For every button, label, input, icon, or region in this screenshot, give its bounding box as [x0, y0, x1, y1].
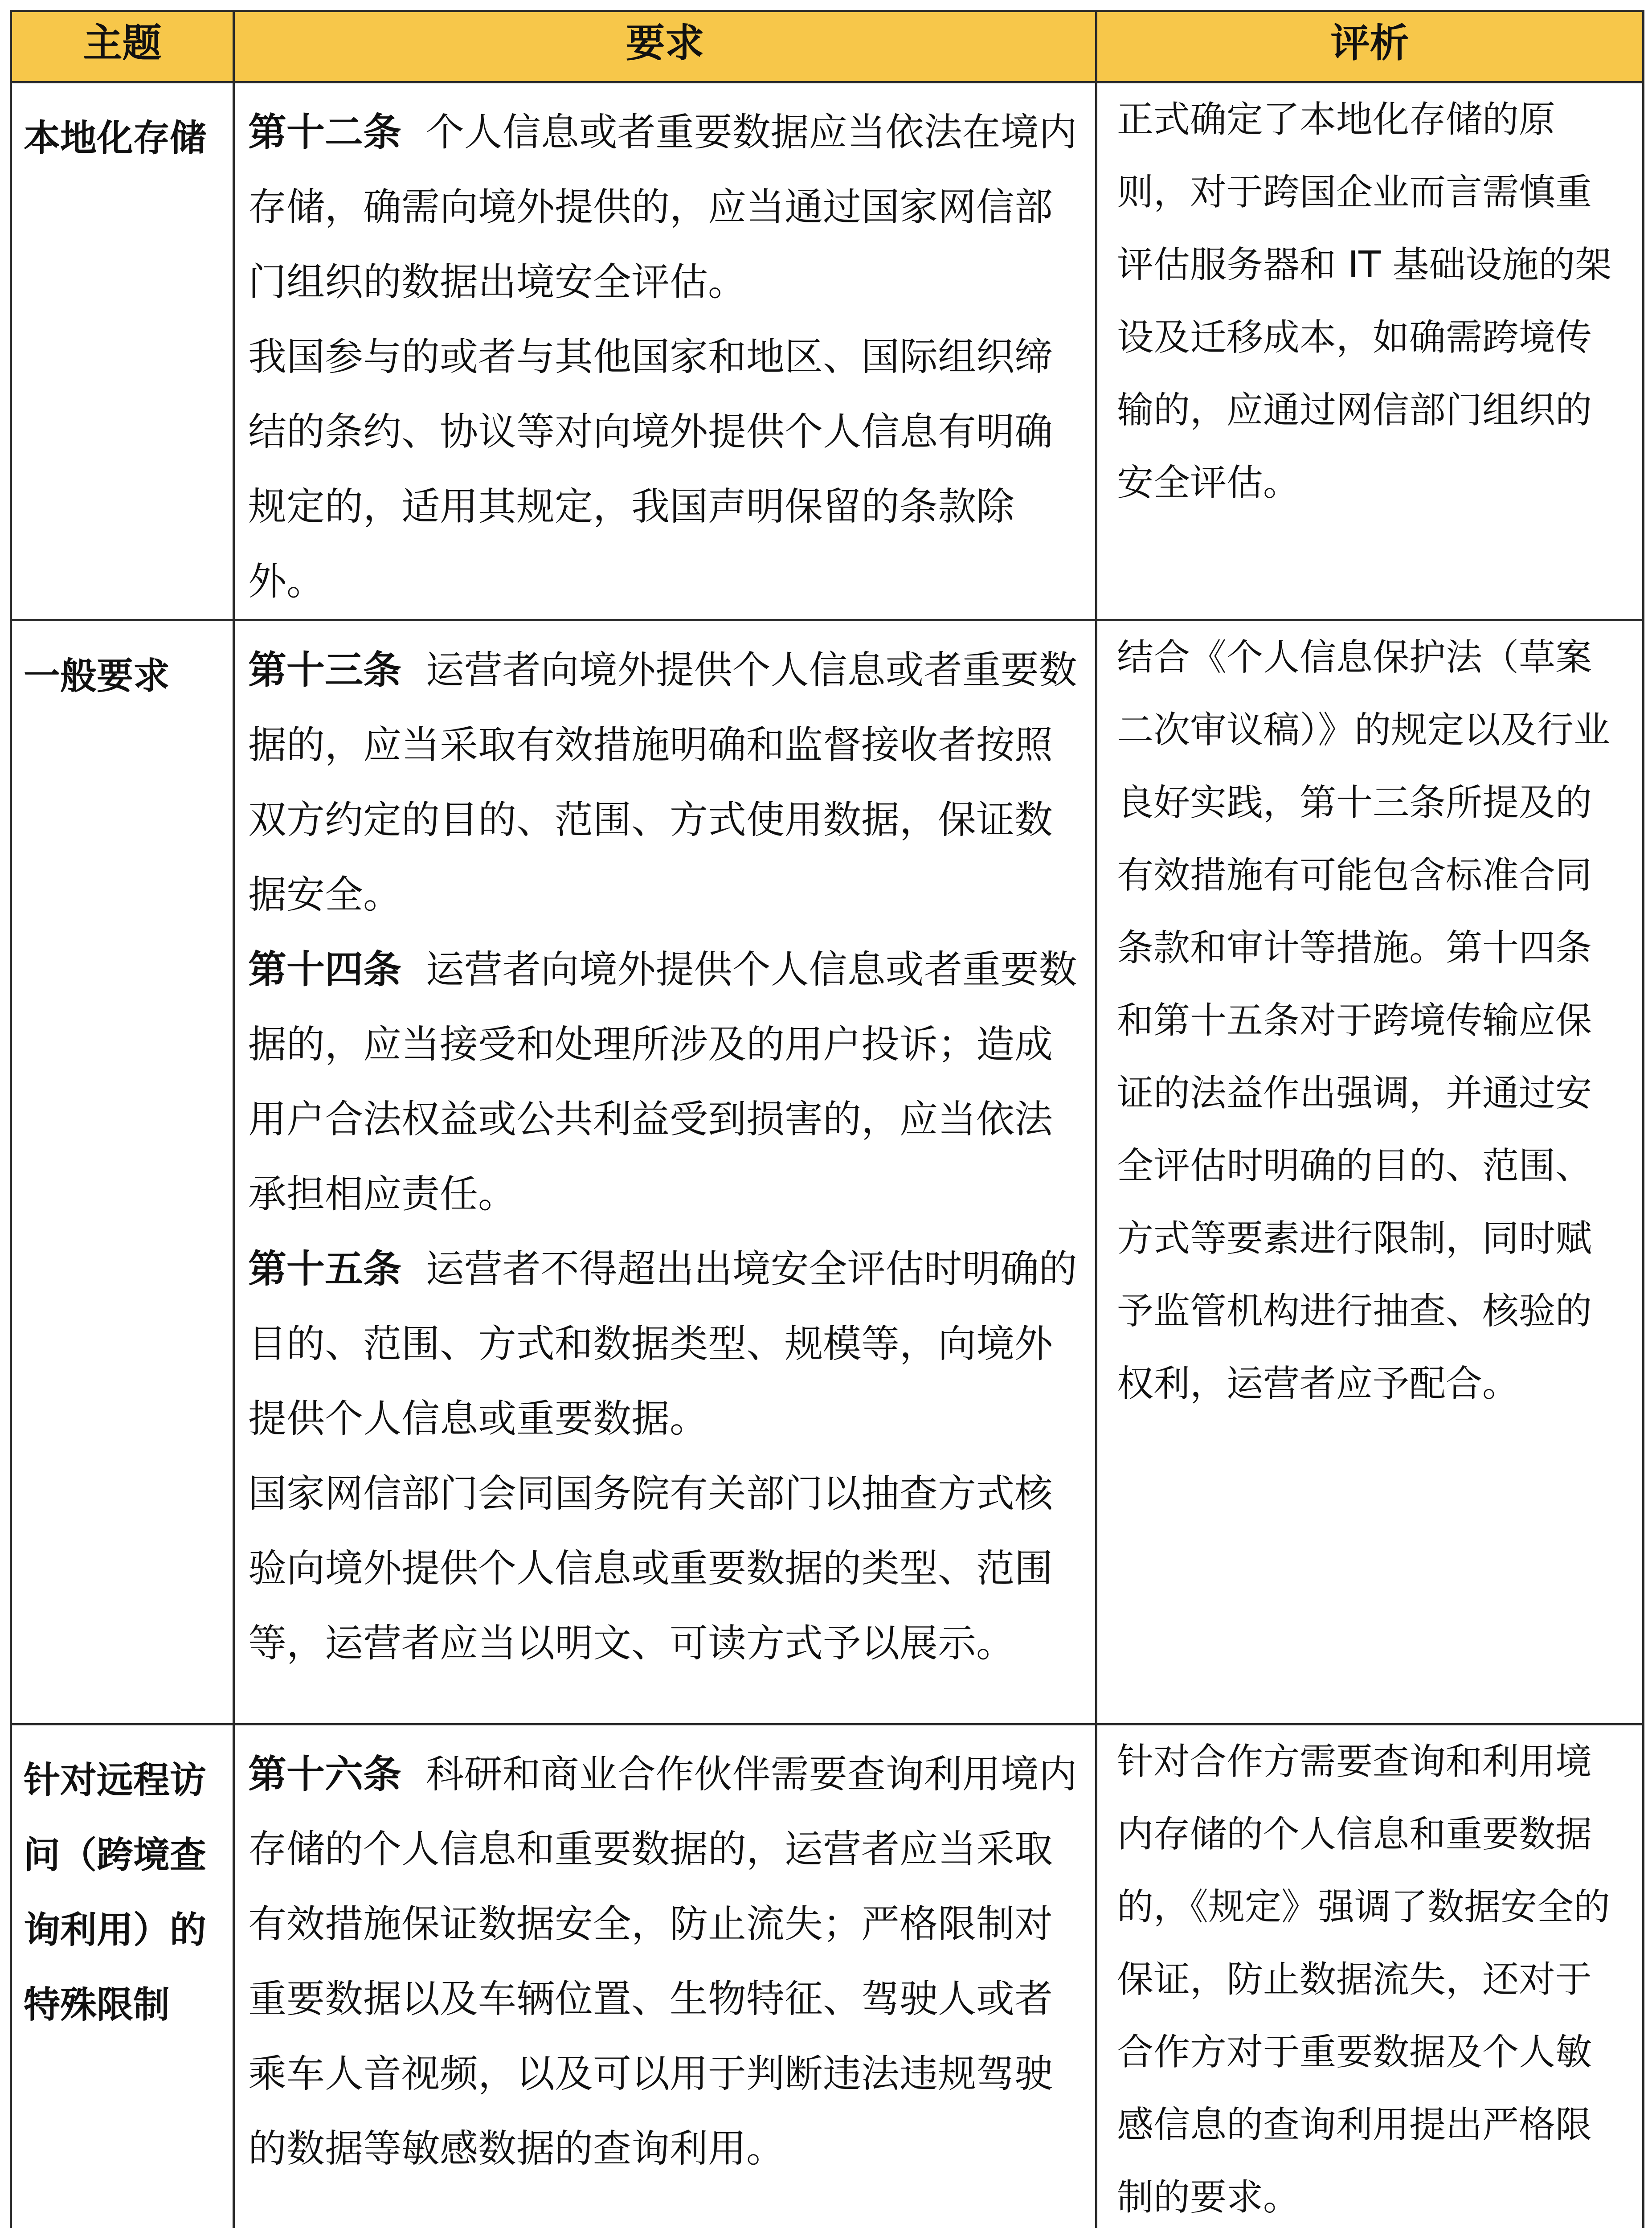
article-text: 运营者向境外提供个人信息或者重要数据的，应当采取有效措施明确和监督接收者按照双方约定的目的、范围、方式使用数据，保证数据安全。: [248, 648, 1077, 917]
analysis-cell: 结合《个人信息保护法（草案二次审议稿）》的规定以及行业良好实践，第十三条所提及的有效措施有可能包含标准合同条款和审计等措施。第十四条和第十五条对于跨境传输应保证的法益作出强调，并通过安全评估时明确的目的、范围、方式等要素进行限制，同时赋予监管机构进行抽查、核验的权利，运营者应予配合。: [1096, 620, 1644, 1724]
topic-cell: 一般要求: [11, 620, 234, 1724]
article-paragraph: [248, 1737, 1084, 2186]
regulation-table: [10, 10, 1644, 2228]
article-paragraph: [248, 95, 1084, 319]
article-paragraph: [248, 1232, 1084, 1456]
article-text: 运营者向境外提供个人信息或者重要数据的，应当接受和处理所涉及的用户投诉；造成用户合法权益或公共利益受到损害的，应当依法承担相应责任。: [248, 947, 1077, 1216]
article-paragraph: [248, 633, 1084, 932]
requirement-cell: [234, 1724, 1096, 2228]
requirement-paragraph: 国家网信部门会同国务院有关部门以抽查方式核验向境外提供个人信息或重要数据的类型、范围等，运营者应当以明文、可读方式予以展示。: [248, 1471, 1053, 1666]
requirement-cell: [234, 82, 1096, 620]
table-row: [11, 620, 1644, 1724]
analysis-cell: 正式确定了本地化存储的原则，对于跨国企业而言需慎重评估服务器和 IT 基础设施的架设及迁移成本，如确需跨境传输的，应通过网信部门组织的安全评估。: [1096, 82, 1644, 620]
header-row: [11, 11, 1644, 82]
header-analysis: 评析: [1096, 11, 1644, 82]
article-text: 科研和商业合作伙伴需要查询利用境内存储的个人信息和重要数据的，运营者应当采取有效措施保证数据安全，防止流失；严格限制对重要数据以及车辆位置、生物特征、驾驶人或者乘车人音视频，以及可以用于判断违法违规驾驶的数据等敏感数据的查询利用。: [248, 1752, 1077, 2171]
article-number: 第十四条: [248, 947, 401, 992]
article-number: 第十三条: [248, 648, 401, 692]
header-requirement: 要求: [234, 11, 1096, 82]
article-text: 运营者不得超出出境安全评估时明确的目的、范围、方式和数据类型、规模等，向境外提供个人信息或重要数据。: [248, 1247, 1077, 1441]
requirement-paragraph: 我国参与的或者与其他国家和地区、国际组织缔结的条约、协议等对向境外提供个人信息有明确规定的，适用其规定，我国声明保留的条款除外。: [248, 335, 1053, 604]
topic-cell: 本地化存储: [11, 82, 234, 620]
analysis-cell: 针对合作方需要查询和利用境内存储的个人信息和重要数据的，《规定》强调了数据安全的保证，防止数据流失，还对于合作方对于重要数据及个人敏感信息的查询利用提出严格限制的要求。: [1096, 1724, 1644, 2228]
article-number: 第十六条: [248, 1752, 401, 1797]
article-paragraph: [248, 932, 1084, 1232]
article-number: 第十五条: [248, 1247, 401, 1291]
requirement-cell: [234, 620, 1096, 1724]
article-number: 第十二条: [248, 110, 401, 155]
article-text: 个人信息或者重要数据应当依法在境内存储，确需向境外提供的，应当通过国家网信部门组织的数据出境安全评估。: [248, 110, 1077, 304]
header-topic: 主题: [11, 11, 234, 82]
table-row: [11, 82, 1644, 620]
table-row: [11, 1724, 1644, 2228]
topic-cell: 针对远程访问（跨境查询利用）的特殊限制: [11, 1724, 234, 2228]
